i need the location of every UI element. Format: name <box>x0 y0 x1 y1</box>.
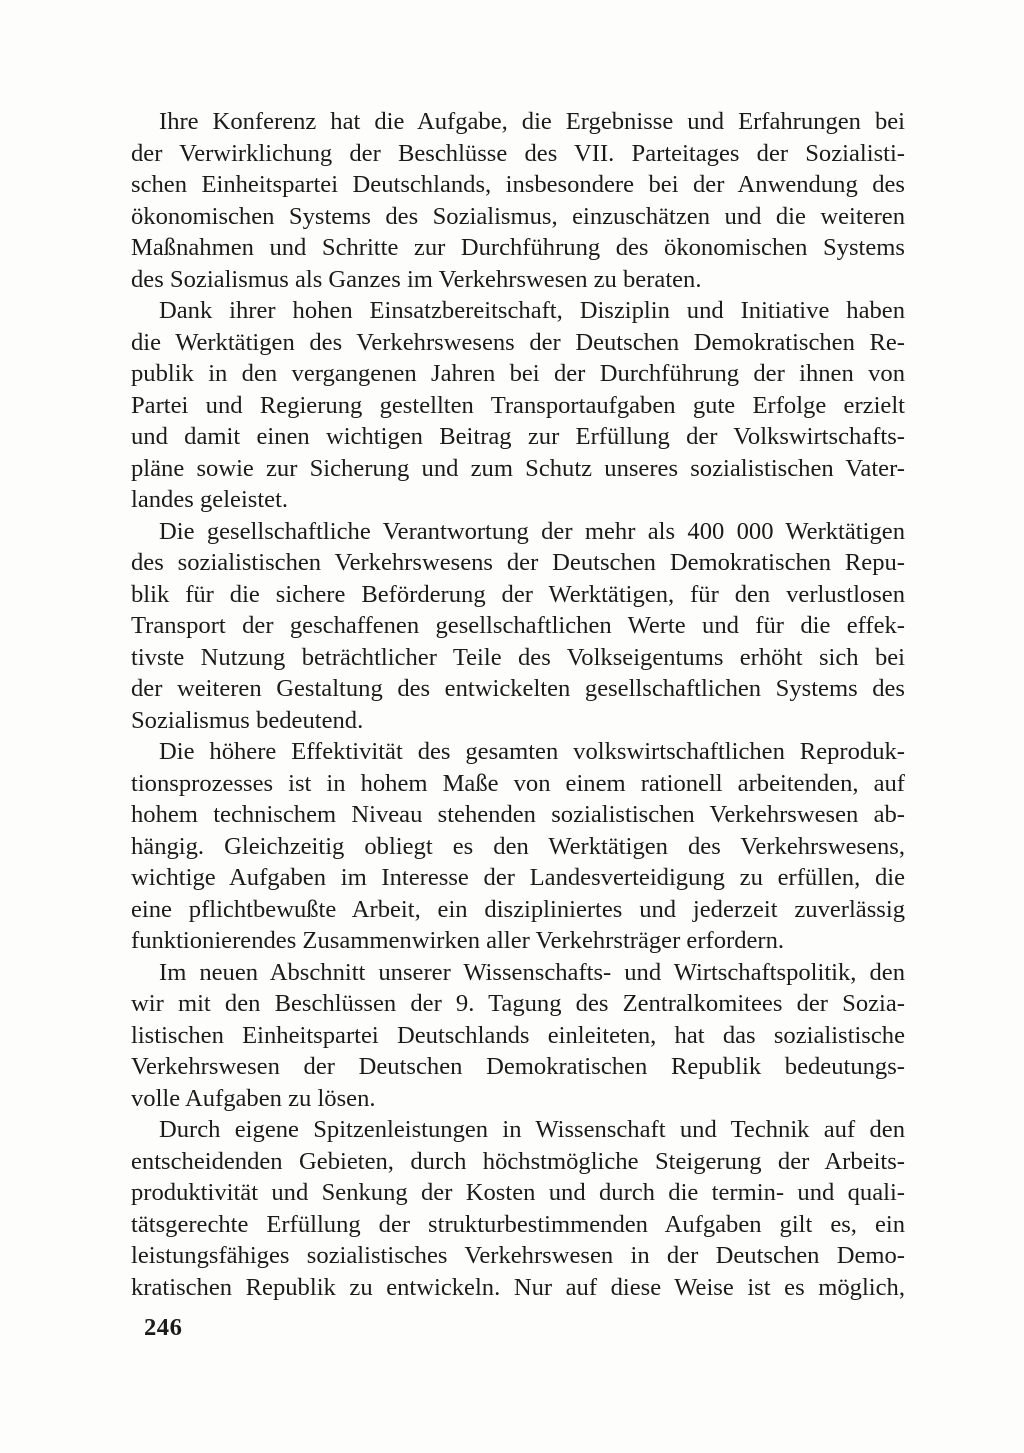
text-line: Partei und Regierung gestellten Transportaufgaben gute Erfolge erzielt <box>131 391 905 419</box>
text-line: Verkehrswesen der Deutschen Demokratischen Republik bedeutungs- <box>131 1053 905 1080</box>
text-line: Die gesellschaftliche Verantwortung der mehr als 400 000 Werktätigen <box>159 517 905 545</box>
text-line: entscheidenden Gebieten, durch höchstmögliche Steigerung der Arbeits- <box>131 1147 905 1175</box>
text-line: ökonomischen Systems des Sozialismus, einzuschätzen und die weiteren <box>131 202 905 230</box>
text-line: funktionierendes Zusammenwirken aller Verkehrsträger erfordern. <box>131 927 785 954</box>
text-line: wir mit den Beschlüssen der 9. Tagung des Zentralkomitees der Sozia- <box>131 990 905 1017</box>
text-line: pläne sowie zur Sicherung und zum Schutz unseres sozialistischen Vater- <box>131 454 905 482</box>
text-line: eine pflichtbewußte Arbeit, ein diszipliniertes und jederzeit zuverlässig <box>131 895 905 923</box>
text-line: Maßnahmen und Schritte zur Durchführung des ökonomischen Systems <box>131 234 905 261</box>
text-line: die Werktätigen des Verkehrswesens der Deutschen Demokratischen Re- <box>131 328 905 356</box>
paragraph-2 <box>131 295 905 516</box>
text-line: schen Einheitspartei Deutschlands, insbesondere bei der Anwendung des <box>131 171 905 198</box>
text-line: hohem technischem Niveau stehenden sozialistischen Verkehrswesen ab- <box>131 801 905 828</box>
text-line: Ihre Konferenz hat die Aufgabe, die Ergebnisse und Erfahrungen bei <box>159 108 905 135</box>
text-line: Durch eigene Spitzenleistungen in Wissenschaft und Technik auf den <box>159 1116 905 1143</box>
text-line: Dank ihrer hohen Einsatzbereitschaft, Disziplin und Initiative haben <box>159 297 905 324</box>
text-line: der weiteren Gestaltung des entwickelten gesellschaftlichen Systems des <box>131 675 905 702</box>
text-line: tivste Nutzung beträchtlicher Teile des Volkseigentums erhöht sich bei <box>131 643 905 671</box>
text-line: leistungsfähiges sozialistisches Verkehrswesen in der Deutschen Demo- <box>131 1242 905 1269</box>
text-line: blik für die sichere Beförderung der Werktätigen, für den verlustlosen <box>131 580 905 608</box>
paragraph-4 <box>131 736 905 957</box>
text-line: des sozialistischen Verkehrswesens der Deutschen Demokratischen Repu- <box>131 549 905 576</box>
page-number: 246 <box>144 1314 183 1341</box>
text-line: volle Aufgaben zu lösen. <box>131 1084 376 1112</box>
paragraph-5 <box>131 957 905 1115</box>
text-line: landes geleistet. <box>131 486 289 513</box>
text-line: tätsgerechte Erfüllung der strukturbestimmenden Aufgaben gilt es, ein <box>131 1210 905 1238</box>
text-line: Sozialismus bedeutend. <box>131 706 364 734</box>
text-line: tionsprozesses ist in hohem Maße von einem rationell arbeitenden, auf <box>131 769 905 797</box>
text-line: und damit einen wichtigen Beitrag zur Erfüllung der Volkswirtschafts- <box>131 423 905 450</box>
body-text <box>131 106 905 1303</box>
paragraph-3 <box>131 516 905 737</box>
text-line: Transport der geschaffenen gesellschaftlichen Werte und für die effek- <box>131 612 905 639</box>
text-line: wichtige Aufgaben im Interesse der Landesverteidigung zu erfüllen, die <box>131 864 905 891</box>
paragraph-1 <box>131 106 905 295</box>
paragraph-6 <box>131 1114 905 1303</box>
text-line: kratischen Republik zu entwickeln. Nur auf diese Weise ist es möglich, <box>131 1273 905 1301</box>
text-line: der Verwirklichung der Beschlüsse des VII. Parteitages der Sozialisti- <box>131 139 905 167</box>
text-line: hängig. Gleichzeitig obliegt es den Werktätigen des Verkehrswesens, <box>131 832 905 860</box>
text-line: Im neuen Abschnitt unserer Wissenschafts- und Wirtschaftspolitik, den <box>159 958 905 986</box>
text-line: publik in den vergangenen Jahren bei der Durchführung der ihnen von <box>131 360 905 387</box>
text-line: Die höhere Effektivität des gesamten volkswirtschaftlichen Reproduk- <box>159 738 905 765</box>
text-line: produktivität und Senkung der Kosten und durch die termin- und quali- <box>131 1179 905 1206</box>
text-line: des Sozialismus als Ganzes im Verkehrswesen zu beraten. <box>131 265 702 293</box>
text-line: listischen Einheitspartei Deutschlands einleiteten, hat das sozialistische <box>131 1021 905 1049</box>
